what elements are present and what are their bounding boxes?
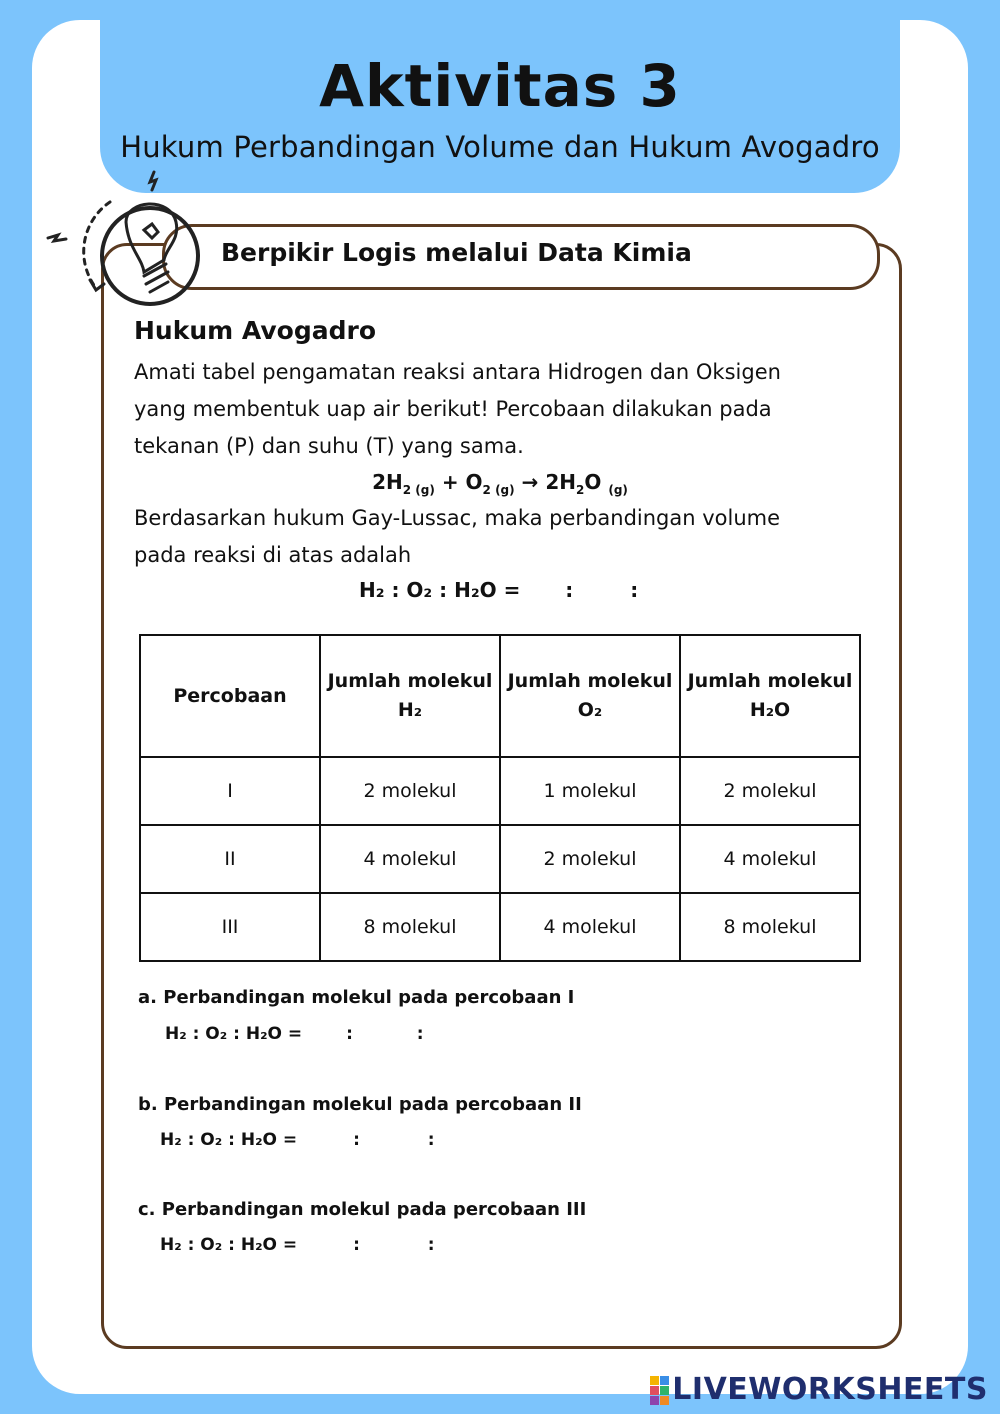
conclusion-line: pada reaksi di atas adalah xyxy=(134,543,412,567)
volume-ratio-prompt xyxy=(359,578,638,602)
table-row xyxy=(140,757,860,825)
question-a-ratio: H₂ : O₂ : H₂O = : : xyxy=(165,1024,424,1044)
table-row xyxy=(140,893,860,961)
table-cell: 4 molekul xyxy=(500,893,680,961)
table-cell: 4 molekul xyxy=(320,825,500,893)
page-subtitle: Hukum Perbandingan Volume dan Hukum Avogadro xyxy=(120,130,880,164)
table-cell: I xyxy=(140,757,320,825)
page-title: Aktivitas 3 xyxy=(319,52,681,120)
section-banner-label: Berpikir Logis melalui Data Kimia xyxy=(221,238,692,267)
ratio-separator: : xyxy=(565,578,574,602)
table-cell: 2 molekul xyxy=(320,757,500,825)
section-heading: Hukum Avogadro xyxy=(134,316,376,345)
table-cell: 8 molekul xyxy=(320,893,500,961)
liveworksheets-mark-icon xyxy=(650,1376,669,1405)
question-c-ratio: H₂ : O₂ : H₂O = : : xyxy=(160,1235,435,1255)
intro-line: yang membentuk uap air berikut! Percobaan dilakukan pada xyxy=(134,397,772,421)
table-row xyxy=(140,825,860,893)
table-cell: 8 molekul xyxy=(680,893,860,961)
liveworksheets-logo: LIVEWORKSHEETS xyxy=(650,1372,988,1408)
question-a-label: a. Perbandingan molekul pada percobaan I xyxy=(138,987,575,1008)
table-header-row xyxy=(140,635,860,757)
question-c-label: c. Perbandingan molekul pada percobaan III xyxy=(138,1199,587,1220)
table-cell: II xyxy=(140,825,320,893)
table-cell: 1 molekul xyxy=(500,757,680,825)
table-cell: III xyxy=(140,893,320,961)
reaction-equation: $2H_{2 (g)} + O_{2 (g)} \to 2H_2O$ $_{(g)}$ xyxy=(372,470,628,497)
ratio-label: H₂ : O₂ : H₂O = xyxy=(359,578,521,602)
ratio-separator: : xyxy=(630,578,639,602)
observation-table xyxy=(139,634,861,962)
table-header: Jumlah molekul H₂O xyxy=(680,635,860,757)
table-cell: 2 molekul xyxy=(500,825,680,893)
table-cell: 4 molekul xyxy=(680,825,860,893)
table-header: Percobaan xyxy=(140,635,320,757)
intro-line: Amati tabel pengamatan reaksi antara Hidrogen dan Oksigen xyxy=(134,360,781,384)
table-header: Jumlah molekul O₂ xyxy=(500,635,680,757)
question-b-ratio: H₂ : O₂ : H₂O = : : xyxy=(160,1130,435,1150)
intro-paragraph xyxy=(134,354,824,465)
conclusion-paragraph xyxy=(134,500,824,574)
table-header: Jumlah molekul H₂ xyxy=(320,635,500,757)
question-b-label: b. Perbandingan molekul pada percobaan II xyxy=(138,1094,582,1115)
conclusion-line: Berdasarkan hukum Gay-Lussac, maka perbandingan volume xyxy=(134,506,781,530)
table-cell: 2 molekul xyxy=(680,757,860,825)
lightbulb-puzzle-icon xyxy=(40,160,210,310)
intro-line: tekanan (P) dan suhu (T) yang sama. xyxy=(134,434,524,458)
